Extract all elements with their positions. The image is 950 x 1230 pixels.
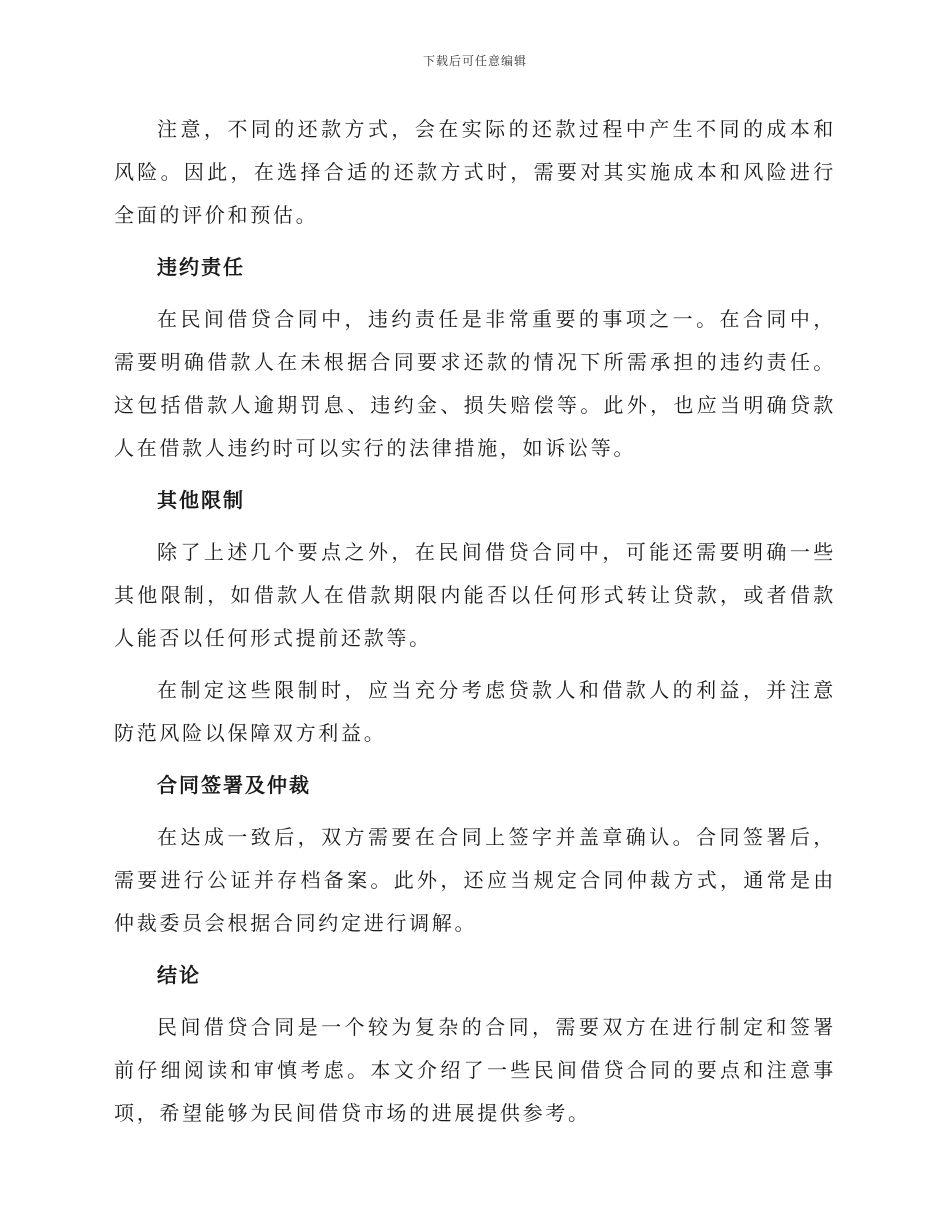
heading-breach-liability: 违约责任 [157,255,245,279]
paragraph-conclusion: 民间借贷合同是一个较为复杂的合同，需要双方在进行制定和签署前仔细阅读和审慎考虑。本文介绍了一些民间借贷合同的要点和注意事项，希望能够为民间借贷市场的进展提供参考。 [114,1015,836,1125]
page-header: 下载后可任意编辑 [422,54,527,68]
paragraph-other-restrictions-2: 在制定这些限制时，应当充分考虑贷款人和借款人的利益，并注意防范风险以保障双方利益。 [114,678,836,745]
paragraph-other-restrictions-1: 除了上述几个要点之外，在民间借贷合同中，可能还需要明确一些其他限制，如借款人在借款期限内能否以任何形式转让贷款，或者借款人能否以任何形式提前还款等。 [114,540,836,650]
heading-other-restrictions: 其他限制 [157,488,245,512]
heading-conclusion: 结论 [157,963,201,987]
paragraph-signing-arbitration: 在达成一致后，双方需要在合同上签字并盖章确认。合同签署后，需要进行公证并存档备案。此外，还应当规定合同仲裁方式，通常是由仲裁委员会根据合同约定进行调解。 [114,825,836,935]
paragraph-breach-liability: 在民间借贷合同中，违约责任是非常重要的事项之一。在合同中，需要明确借款人在未根据合同要求还款的情况下所需承担的违约责任。这包括借款人逾期罚息、违约金、损失赔偿等。此外，也应当明确贷款人在借款人违约时可以实行的法律措施，如诉讼等。 [114,307,836,460]
document-body [114,108,836,1135]
heading-signing-arbitration: 合同签署及仲裁 [157,773,311,797]
paragraph-repayment-note: 注意，不同的还款方式，会在实际的还款过程中产生不同的成本和风险。因此，在选择合适的还款方式时，需要对其实施成本和风险进行全面的评价和预估。 [114,117,836,227]
